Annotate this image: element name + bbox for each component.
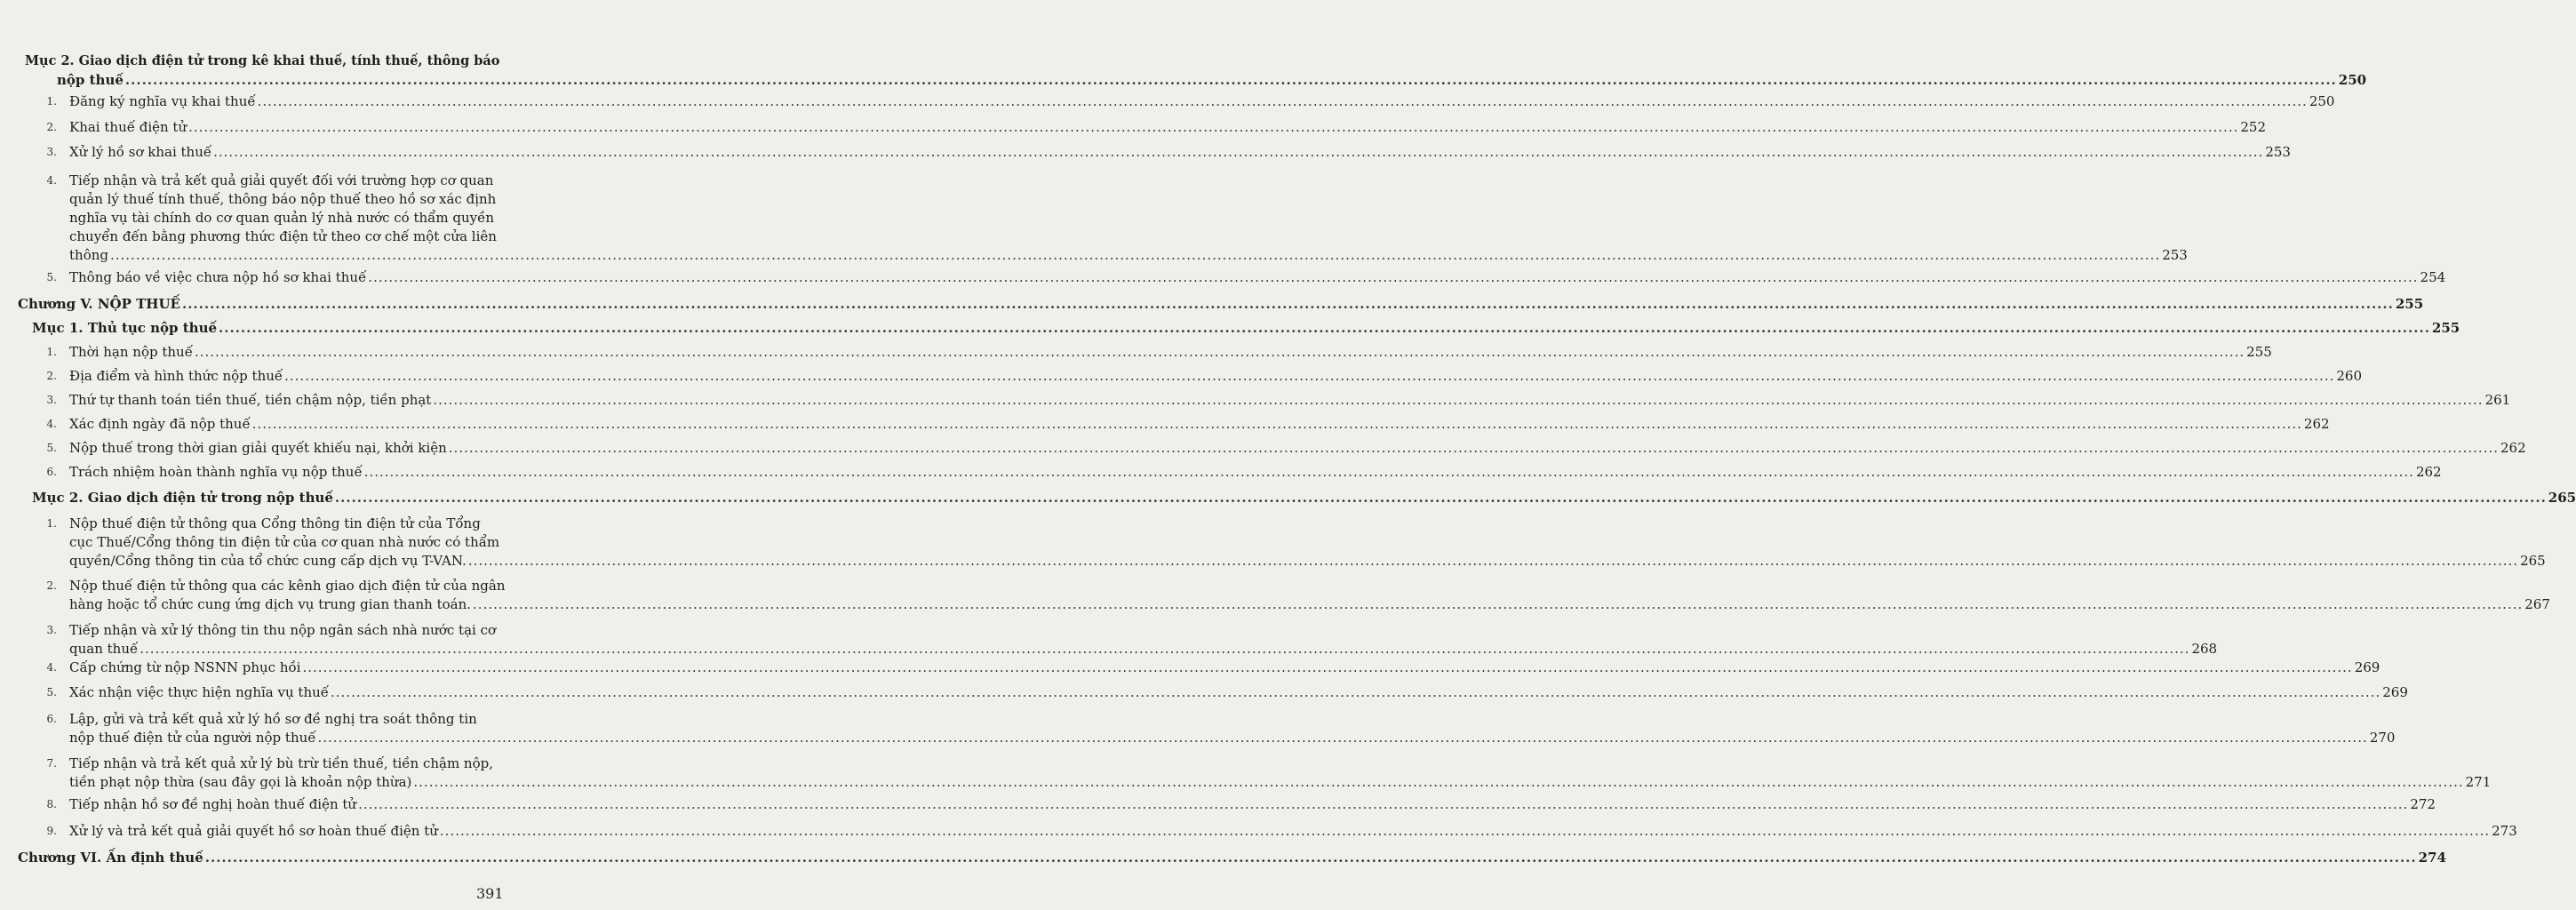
- dot-leader: ................................................................................................................................................................................................................................................................................................................................................................................................................: [368, 269, 2419, 285]
- toc-line: [69, 553, 2546, 569]
- toc-line: [69, 641, 2218, 657]
- dot-leader: ................................................................................................................................................................................................................................................................................................................................................................................................................: [204, 850, 2417, 866]
- dot-leader: ................................................................................................................................................................................................................................................................................................................................................................................................................: [439, 823, 2491, 839]
- item-number: 2.: [46, 370, 57, 382]
- dot-leader: ................................................................................................................................................................................................................................................................................................................................................................................................................: [124, 72, 2337, 88]
- entry-title: Thông báo về việc chưa nộp hồ sơ khai thuế: [69, 269, 367, 285]
- entry-title-line: Lập, gửi và trả kết quả xử lý hồ sơ đề nghị tra soát thông tin: [69, 711, 477, 727]
- toc-line: [18, 850, 2446, 866]
- toc-line: [69, 774, 2492, 790]
- toc-line: [69, 659, 2381, 675]
- entry-page: 271: [2465, 774, 2492, 790]
- dot-leader: ................................................................................................................................................................................................................................................................................................................................................................................................................: [433, 392, 2484, 408]
- entry-title: Chương V. NỘP THUẾ: [18, 296, 180, 312]
- entry-title-line: Tiếp nhận và xử lý thông tin thu nộp ngân sách nhà nước tại cơ: [69, 622, 497, 638]
- item-number: 1.: [46, 346, 57, 358]
- entry-page: 253: [2265, 144, 2291, 160]
- dot-leader: ................................................................................................................................................................................................................................................................................................................................................................................................................: [331, 684, 2381, 700]
- entry-page: 255: [2431, 320, 2460, 336]
- toc-line: [32, 320, 2460, 336]
- dot-leader: ................................................................................................................................................................................................................................................................................................................................................................................................................: [413, 774, 2464, 790]
- item-number: 6.: [46, 713, 57, 725]
- item-number: 3.: [46, 624, 57, 636]
- entry-page: 255: [2246, 344, 2272, 360]
- entry-title: quyền/Cổng thông tin của tổ chức cung cấp dịch vụ T-VAN.: [69, 553, 467, 569]
- entry-page: 265: [2548, 490, 2576, 506]
- entry-title: Cấp chứng từ nộp NSNN phục hồi: [69, 659, 301, 675]
- toc-line: [69, 269, 2446, 285]
- toc-line: [69, 247, 2188, 263]
- toc-line: [32, 490, 2576, 506]
- entry-title: Mục 2. Giao dịch điện tử trong kê khai thuế, tính thuế, thông báo: [25, 53, 500, 68]
- entry-title: Chương VI. Ấn định thuế: [18, 850, 203, 866]
- dot-leader: ................................................................................................................................................................................................................................................................................................................................................................................................................: [188, 119, 2239, 135]
- entry-page: 274: [2418, 850, 2446, 866]
- toc-line: [69, 823, 2517, 839]
- entry-title: nộp thuế: [57, 72, 124, 88]
- entry-title: Thời hạn nộp thuế: [69, 344, 193, 360]
- entry-title-line: nghĩa vụ tài chính do cơ quan quản lý nhà nước có thẩm quyền: [69, 210, 494, 226]
- entry-page: 253: [2162, 247, 2188, 263]
- item-number: 5.: [46, 271, 57, 283]
- toc-line: [57, 72, 2367, 88]
- toc-line: [69, 119, 2266, 135]
- entry-title: Mục 2. Giao dịch điện tử trong nộp thuế: [32, 490, 333, 506]
- item-number: 8.: [46, 798, 57, 810]
- entry-title: Trách nhiệm hoàn thành nghĩa vụ nộp thuế: [69, 464, 363, 480]
- page-number: 391: [476, 885, 504, 902]
- item-number: 4.: [46, 418, 57, 430]
- entry-page: 269: [2354, 659, 2381, 675]
- entry-title: Tiếp nhận hồ sơ đề nghị hoàn thuế điện tử: [69, 796, 357, 812]
- entry-page: 252: [2240, 119, 2266, 135]
- entry-page: 270: [2369, 730, 2396, 746]
- entry-title: hàng hoặc tổ chức cung ứng dịch vụ trung gian thanh toán.: [69, 596, 472, 612]
- dot-leader: ................................................................................................................................................................................................................................................................................................................................................................................................................: [194, 344, 2245, 360]
- entry-title-line: Tiếp nhận và trả kết quả xử lý bù trừ tiền thuế, tiền chậm nộp,: [69, 755, 493, 771]
- item-number: 1.: [46, 517, 57, 530]
- toc-line: [69, 796, 2436, 812]
- item-number: 1.: [46, 95, 57, 108]
- toc-line: [18, 296, 2424, 312]
- dot-leader: ................................................................................................................................................................................................................................................................................................................................................................................................................: [302, 659, 2353, 675]
- entry-page: 273: [2492, 823, 2517, 839]
- entry-title: Xác nhận việc thực hiện nghĩa vụ thuế: [69, 684, 329, 700]
- item-number: 4.: [46, 174, 57, 187]
- entry-page: 250: [2309, 93, 2335, 109]
- entry-title-line: Nộp thuế điện tử thông qua Cổng thông tin điện tử của Tổng: [69, 515, 481, 531]
- dot-leader: ................................................................................................................................................................................................................................................................................................................................................................................................................: [181, 296, 2394, 312]
- item-number: 6.: [46, 466, 57, 478]
- dot-leader: ................................................................................................................................................................................................................................................................................................................................................................................................................: [473, 596, 2524, 612]
- dot-leader: ................................................................................................................................................................................................................................................................................................................................................................................................................: [284, 368, 2335, 384]
- entry-title-line: quản lý thuế tính thuế, thông báo nộp thuế theo hồ sơ xác định: [69, 191, 497, 207]
- toc-line: [69, 392, 2511, 408]
- entry-title: Đăng ký nghĩa vụ khai thuế: [69, 93, 256, 109]
- dot-leader: ................................................................................................................................................................................................................................................................................................................................................................................................................: [219, 320, 2430, 336]
- item-number: 5.: [46, 686, 57, 698]
- entry-page: 262: [2500, 440, 2526, 456]
- dot-leader: ................................................................................................................................................................................................................................................................................................................................................................................................................: [140, 641, 2190, 657]
- entry-page: 260: [2336, 368, 2362, 384]
- toc-line: [69, 730, 2396, 746]
- entry-page: 250: [2338, 72, 2367, 88]
- entry-page: 261: [2484, 392, 2511, 408]
- entry-page: 272: [2410, 796, 2436, 812]
- item-number: 3.: [46, 394, 57, 406]
- entry-page: 254: [2420, 269, 2446, 285]
- entry-page: 267: [2524, 596, 2550, 612]
- entry-title-line: Tiếp nhận và trả kết quả giải quyết đối với trường hợp cơ quan: [69, 172, 494, 188]
- entry-title-line: cục Thuế/Cổng thông tin điện tử của cơ quan nhà nước có thẩm: [69, 534, 500, 550]
- dot-leader: ................................................................................................................................................................................................................................................................................................................................................................................................................: [251, 416, 2302, 432]
- item-number: 9.: [46, 825, 57, 837]
- item-number: 3.: [46, 146, 57, 158]
- dot-leader: ................................................................................................................................................................................................................................................................................................................................................................................................................: [334, 490, 2547, 506]
- entry-page: 269: [2382, 684, 2408, 700]
- dot-leader: ................................................................................................................................................................................................................................................................................................................................................................................................................: [358, 796, 2409, 812]
- entry-title: quan thuế: [69, 641, 139, 657]
- entry-title: Xử lý hồ sơ khai thuế: [69, 144, 212, 160]
- entry-title: Nộp thuế trong thời gian giải quyết khiếu nại, khởi kiện: [69, 440, 447, 456]
- entry-title: Địa điểm và hình thức nộp thuế: [69, 368, 283, 384]
- entry-title-line: chuyển đến bằng phương thức điện tử theo cơ chế một cửa liên: [69, 228, 497, 244]
- entry-title: Mục 1. Thủ tục nộp thuế: [32, 320, 218, 336]
- entry-title: nộp thuế điện tử của người nộp thuế: [69, 730, 316, 746]
- entry-title: Khai thuế điện tử: [69, 119, 187, 135]
- toc-line: [69, 93, 2335, 109]
- item-number: 4.: [46, 661, 57, 674]
- dot-leader: ................................................................................................................................................................................................................................................................................................................................................................................................................: [213, 144, 2264, 160]
- item-number: 2.: [46, 121, 57, 133]
- entry-page: 268: [2191, 641, 2218, 657]
- item-number: 2.: [46, 579, 57, 592]
- dot-leader: ................................................................................................................................................................................................................................................................................................................................................................................................................: [363, 464, 2414, 480]
- toc-line: [69, 368, 2362, 384]
- entry-title-line: Nộp thuế điện tử thông qua các kênh giao dịch điện tử của ngân: [69, 578, 506, 594]
- entry-title: tiền phạt nộp thừa (sau đây gọi là khoản nộp thừa): [69, 774, 412, 790]
- toc-line: [69, 464, 2442, 480]
- toc-line: [69, 684, 2408, 700]
- toc-line: [69, 440, 2526, 456]
- dot-leader: ................................................................................................................................................................................................................................................................................................................................................................................................................: [257, 93, 2308, 109]
- entry-title: Xử lý và trả kết quả giải quyết hồ sơ hoàn thuế điện tử: [69, 823, 438, 839]
- entry-title: thông: [69, 247, 108, 263]
- toc-line: [69, 344, 2272, 360]
- entry-title: Thứ tự thanh toán tiền thuế, tiền chậm nộp, tiền phạt: [69, 392, 432, 408]
- item-number: 5.: [46, 442, 57, 454]
- entry-page: 262: [2303, 416, 2330, 432]
- toc-line: [69, 144, 2291, 160]
- item-number: 7.: [46, 757, 57, 770]
- dot-leader: ................................................................................................................................................................................................................................................................................................................................................................................................................: [317, 730, 2368, 746]
- entry-page: 265: [2520, 553, 2546, 569]
- entry-page: 255: [2395, 296, 2424, 312]
- toc-line: [69, 596, 2550, 612]
- entry-title: Xác định ngày đã nộp thuế: [69, 416, 251, 432]
- dot-leader: ................................................................................................................................................................................................................................................................................................................................................................................................................: [109, 247, 2161, 263]
- entry-page: 262: [2415, 464, 2442, 480]
- dot-leader: ................................................................................................................................................................................................................................................................................................................................................................................................................: [467, 553, 2519, 569]
- dot-leader: ................................................................................................................................................................................................................................................................................................................................................................................................................: [448, 440, 2500, 456]
- toc-line: [69, 416, 2330, 432]
